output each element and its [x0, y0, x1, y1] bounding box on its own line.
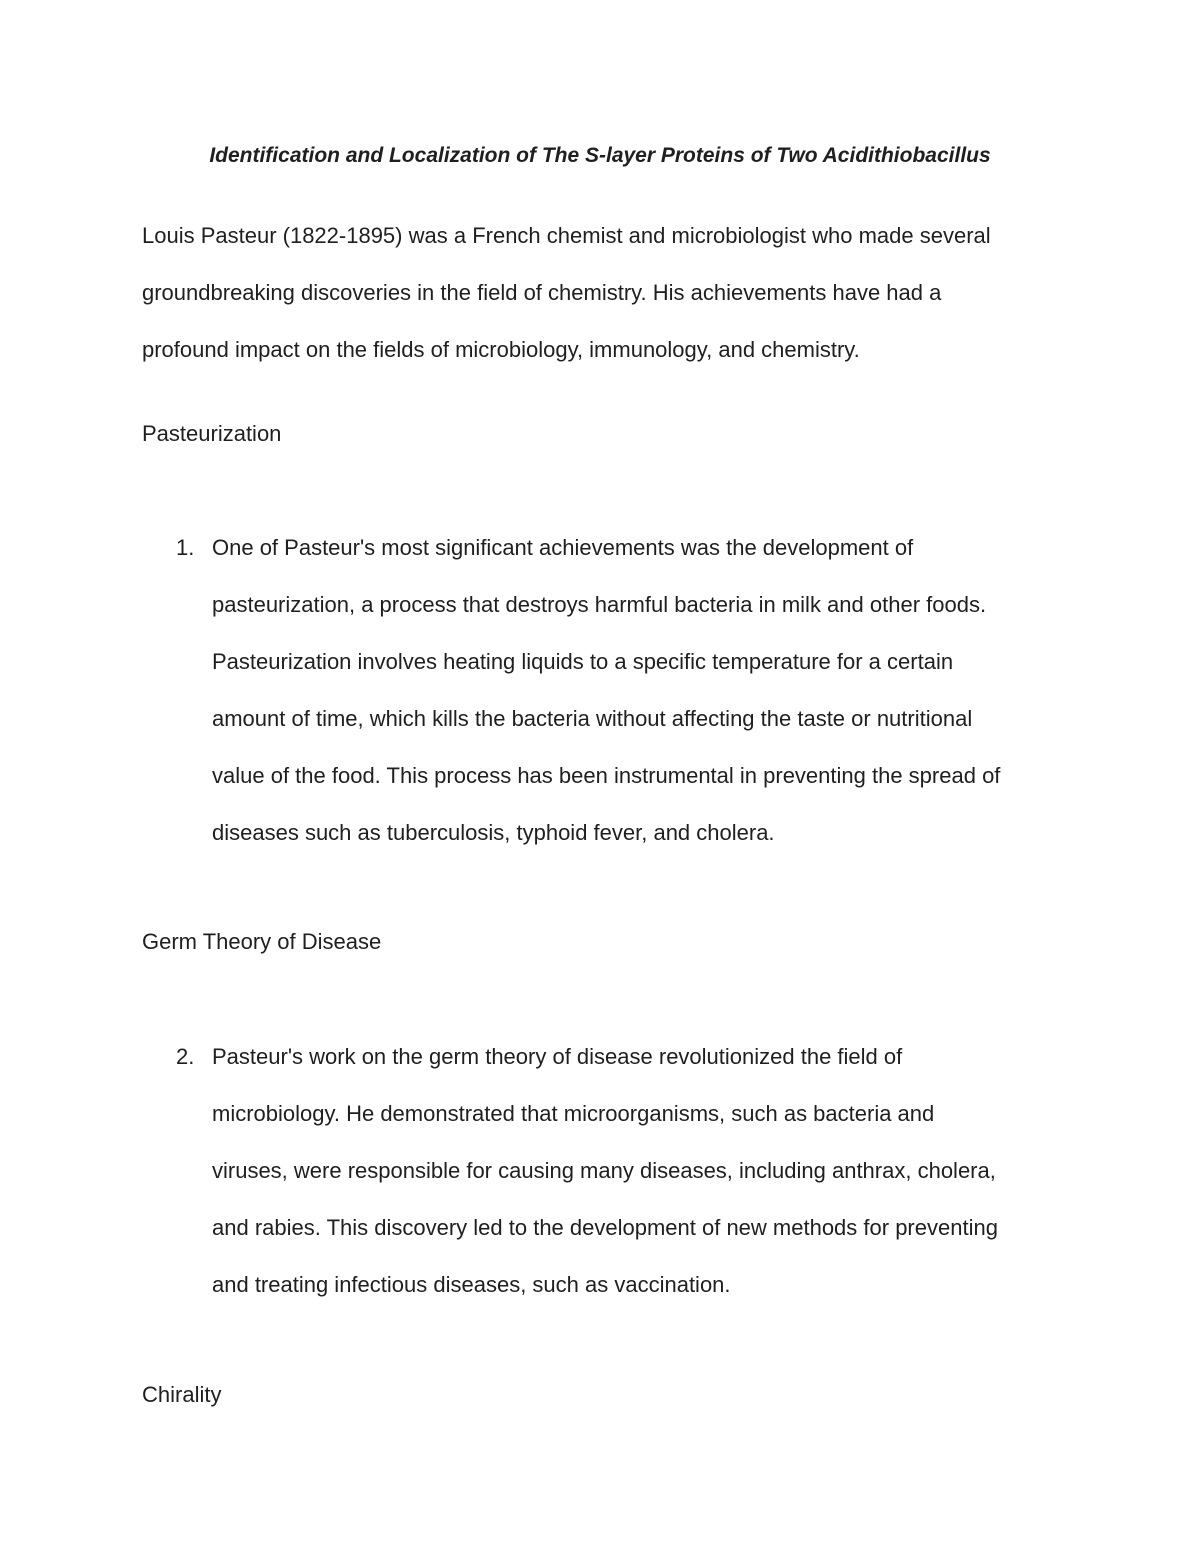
intro-line: Louis Pasteur (1822-1895) was a French chemist and microbiologist who made several — [142, 223, 991, 248]
list-line: Pasteur's work on the germ theory of disease revolutionized the field of — [212, 1044, 903, 1069]
list-line: and rabies. This discovery led to the development of new methods for preventing — [212, 1215, 998, 1240]
document-title: Identification and Localization of The S-layer Proteins of Two Acidithiobacillus — [209, 144, 991, 167]
intro-paragraph — [142, 207, 1062, 378]
list-line: and treating infectious diseases, such as vaccination. — [212, 1272, 731, 1297]
list-number: 2. — [176, 1044, 195, 1069]
list-number: 1. — [176, 535, 195, 560]
list-line: microbiology. He demonstrated that microorganisms, such as bacteria and — [212, 1101, 935, 1126]
list-line: amount of time, which kills the bacteria without affecting the taste or nutritional — [212, 706, 973, 731]
list-item-body — [212, 1028, 998, 1313]
list-line: viruses, were responsible for causing many diseases, including anthrax, cholera, — [212, 1158, 996, 1183]
section-heading-germ-theory: Germ Theory of Disease — [142, 929, 382, 954]
list-line: pasteurization, a process that destroys harmful bacteria in milk and other foods. — [212, 592, 987, 617]
intro-line: profound impact on the fields of microbiology, immunology, and chemistry. — [142, 337, 860, 362]
list-line: diseases such as tuberculosis, typhoid fever, and cholera. — [212, 820, 775, 845]
section-heading-pasteurization: Pasteurization — [142, 421, 282, 446]
section-heading-chirality: Chirality — [142, 1382, 222, 1407]
list-item-body — [212, 519, 1000, 861]
list-line: One of Pasteur's most significant achievements was the development of — [212, 535, 914, 560]
intro-line: groundbreaking discoveries in the field of chemistry. His achievements have had a — [142, 280, 942, 305]
list-line: value of the food. This process has been instrumental in preventing the spread of — [212, 763, 1001, 788]
list-line: Pasteurization involves heating liquids to a specific temperature for a certain — [212, 649, 954, 674]
